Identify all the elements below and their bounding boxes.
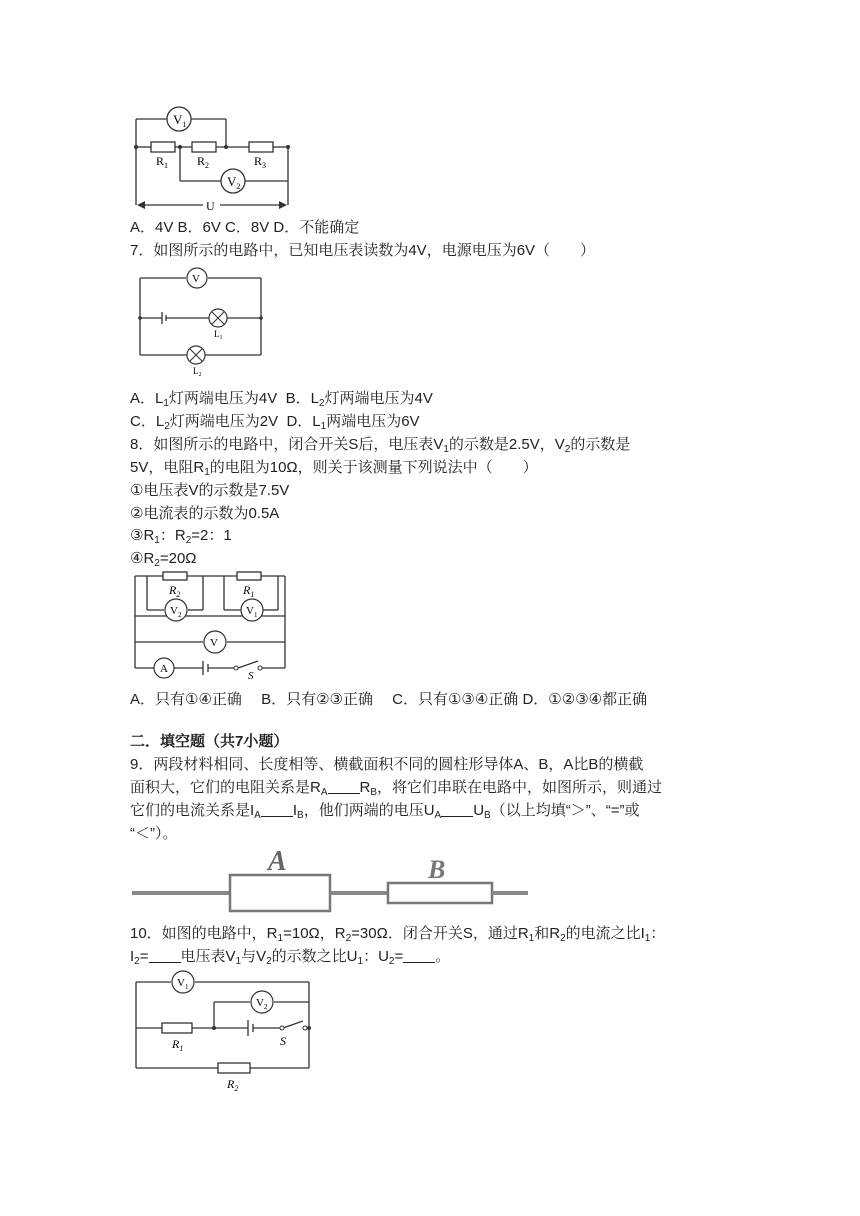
section-heading: 二．填空题（共7小题） bbox=[130, 733, 289, 750]
q7-circuit-diagram bbox=[138, 268, 268, 378]
q10-blank-1[interactable] bbox=[149, 948, 181, 963]
q9-conductor-figure bbox=[130, 845, 540, 925]
q10-stem-line1: 10．如图的电路中，$R_1=10\Omega$，$R_2=30\Omega$．闭合开关S，通过$R_1$和$R_2$的电流之比$I_1$： bbox=[130, 925, 666, 944]
q6-u-label: U bbox=[206, 199, 215, 213]
q6-v2-label: $V_2$ bbox=[227, 174, 241, 191]
q8-v2-label: $V_2$ bbox=[170, 605, 182, 619]
q8-a-label: A bbox=[160, 663, 168, 675]
q6-v1-label: $V_1$ bbox=[173, 112, 187, 129]
q9-stem-line1: 9．两段材料相同、长度相等、横截面积不同的圆柱形导体A、B，A比B的横截 bbox=[130, 756, 644, 773]
q10-r2-label: $R_2$ bbox=[227, 1077, 239, 1093]
q10-v2-label: $V_2$ bbox=[256, 997, 268, 1011]
q9-blank-2[interactable] bbox=[261, 802, 293, 817]
q8-statement-4: $④R_2=20\Omega$ bbox=[130, 550, 197, 569]
q8-r1-label: $R_1$ bbox=[243, 583, 255, 599]
q8-circuit-diagram bbox=[130, 570, 295, 680]
q6-circuit-diagram bbox=[128, 105, 298, 220]
q8-v1-label: $V_1$ bbox=[246, 605, 258, 619]
q8-statement-2: ②电流表的示数为0.5A bbox=[130, 505, 280, 522]
q8-stem-line2: 5V，电阻$R_1$的电阻为10Ω，则关于该测量下列说法中（ ） bbox=[130, 459, 538, 478]
q9-blank-3[interactable] bbox=[441, 802, 473, 817]
q7-stem: 7．如图所示的电路中，已知电压表读数为4V，电源电压为6V（ ） bbox=[130, 242, 596, 259]
q7-l2-label: $L_2$ bbox=[193, 366, 202, 378]
q6-r3-label: $R_3$ bbox=[254, 154, 267, 170]
q7-v-label: V bbox=[192, 273, 200, 285]
q8-s-label: S bbox=[248, 670, 254, 682]
q9-label-b: B bbox=[428, 855, 446, 884]
q9-stem-line4: “＜”）。 bbox=[130, 825, 178, 842]
q7-options-row1: A．$L_1$灯两端电压为4V B．$L_2$灯两端电压为4V bbox=[130, 390, 433, 409]
q6-options: A．4V B．6V C．8V D．不能确定 bbox=[130, 219, 360, 236]
q8-v-label: V bbox=[210, 637, 218, 649]
q8-statement-1: ①电压表V的示数是7.5V bbox=[130, 482, 290, 499]
q7-l1-label: $L_1$ bbox=[214, 329, 223, 341]
q8-statement-3: $③R_1$：$R_2=2$：1 bbox=[130, 527, 232, 546]
q10-v1-label: $V_1$ bbox=[177, 977, 189, 991]
q10-r1-label: $R_1$ bbox=[172, 1037, 184, 1053]
q9-stem-line2: 面积大，它们的电阻关系是$R_A$ $R_B$，将它们串联在电路中，如图所示，则通过 bbox=[130, 779, 663, 798]
q6-r2-label: $R_2$ bbox=[197, 154, 210, 170]
q10-stem-line2: $I_2=$ 电压表$V_1$与$V_2$的示数之比$U_1$：$U_2=$ 。 bbox=[130, 948, 451, 967]
q10-s-label: S bbox=[280, 1034, 286, 1048]
q9-stem-line3: 它们的电流关系是$I_A$ $I_B$，他们两端的电压$U_A$ $U_B$（以上均填“＞”、“=”或 bbox=[130, 802, 640, 821]
q8-stem-line1: 8．如图所示的电路中，闭合开关S后，电压表$V_1$的示数是2.5V，$V_2$的示数是 bbox=[130, 436, 631, 455]
q10-circuit-diagram bbox=[128, 970, 313, 1095]
q8-options: A．只有①④正确 B．只有②③正确 C．只有①③④正确 D．①②③④都正确 bbox=[130, 691, 648, 708]
q9-blank-1[interactable] bbox=[328, 779, 360, 794]
q10-blank-2[interactable] bbox=[403, 948, 435, 963]
q6-r1-label: $R_1$ bbox=[156, 154, 169, 170]
q7-options-row2: C．$L_2$灯两端电压为2V D．$L_1$两端电压为6V bbox=[130, 413, 420, 432]
q8-r2-label: $R_2$ bbox=[169, 583, 181, 599]
q9-label-a: A bbox=[268, 846, 287, 877]
